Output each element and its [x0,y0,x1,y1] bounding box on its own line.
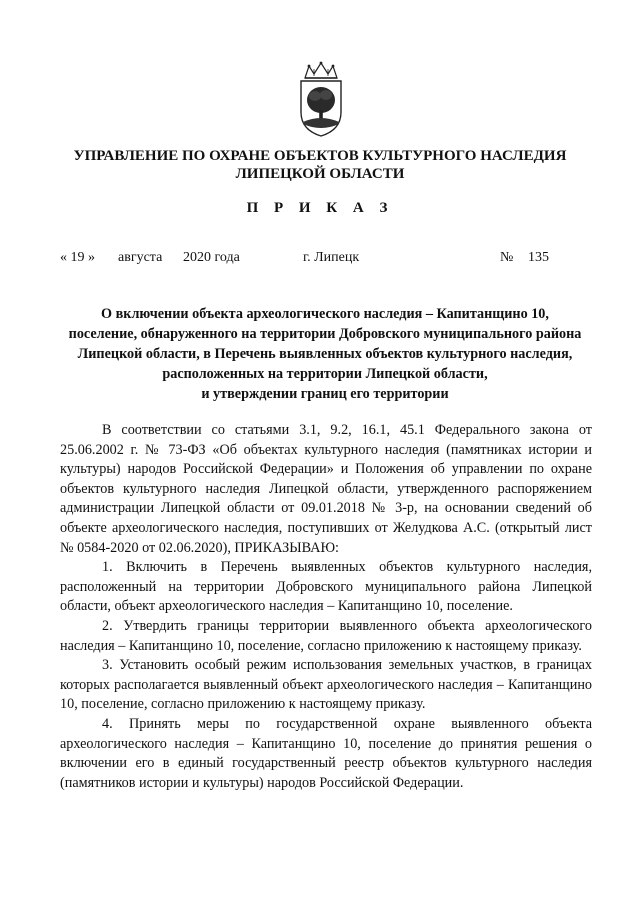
city: г. Липецк [303,250,360,265]
date-year: 2020 года [183,250,240,265]
number-sign: № [500,250,514,265]
order-item-1: 1. Включить в Перечень выявленных объектов культурного наследия, расположенный на территории Добровского муниципального района Липецкой области, объект археологического наследия – Капитанщино 10, поселение. [60,559,592,615]
org-line-2: ЛИПЕЦКОЙ ОБЛАСТИ [235,166,405,182]
date-month: августа [118,250,163,265]
document-type-title: П Р И К А З [246,200,394,216]
subject-line-2: поселение, обнаруженного на территории Добровского муниципального района [68,326,582,342]
order-item-2: 2. Утвердить границы территории выявленного объекта археологического наследия – Капитанщино 10, поселение, согласно приложению к настоящему приказу. [60,617,592,654]
order-item-4: 4. Принять меры по государственной охране выявленного объекта археологического наследия – Капитанщино 10, поселение до принятия решения о включении его в единый государственный реестр объектов культурного наследия (памятников истории и культуры) народов Российской Федерации. [60,715,592,791]
order-number: 135 [528,250,549,265]
dateline [60,250,580,268]
org-line-1: УПРАВЛЕНИЕ ПО ОХРАНЕ ОБЪЕКТОВ КУЛЬТУРНОГО НАСЛЕДИЯ [73,148,567,164]
date-day: « 19 » [60,250,95,265]
order-item-3: 3. Установить особый режим использования земельных участков, в границах которых располагается выявленный объект археологического наследия – Капитанщино 10, поселение, согласно приложению к настоящему приказу. [60,657,592,713]
order-subject [60,304,590,404]
order-body [60,421,592,793]
lipetsk-coat-of-arms-icon [295,60,347,138]
issuing-authority [40,147,600,183]
subject-line-3: Липецкой области, в Перечень выявленных объектов культурного наследия, [77,346,573,362]
preamble-paragraph: В соответствии со статьями 3.1, 9.2, 16.1, 45.1 Федерального закона от 25.06.2002 г. № 73-ФЗ «Об объектах культурного наследия (памятниках истории и культуры) народов Российской Федерации» и Положения об управлении по охране объектов культурного наследия Липецкой области, утвержденного распоряжением администрации Липецкой области от 09.01.2018 № 3-р, на основании сведений об объекте археологического наследия, поступивших от Желудкова А.С. (открытый лист № 0584-2020 от 02.06.2020), ПРИКАЗЫВАЮ: [60,422,592,556]
subject-line-4: расположенных на территории Липецкой области, [162,366,488,382]
subject-line-1: О включении объекта археологического наследия – Капитанщино 10, [101,306,549,322]
subject-line-5: и утверждении границ его территории [201,386,449,402]
